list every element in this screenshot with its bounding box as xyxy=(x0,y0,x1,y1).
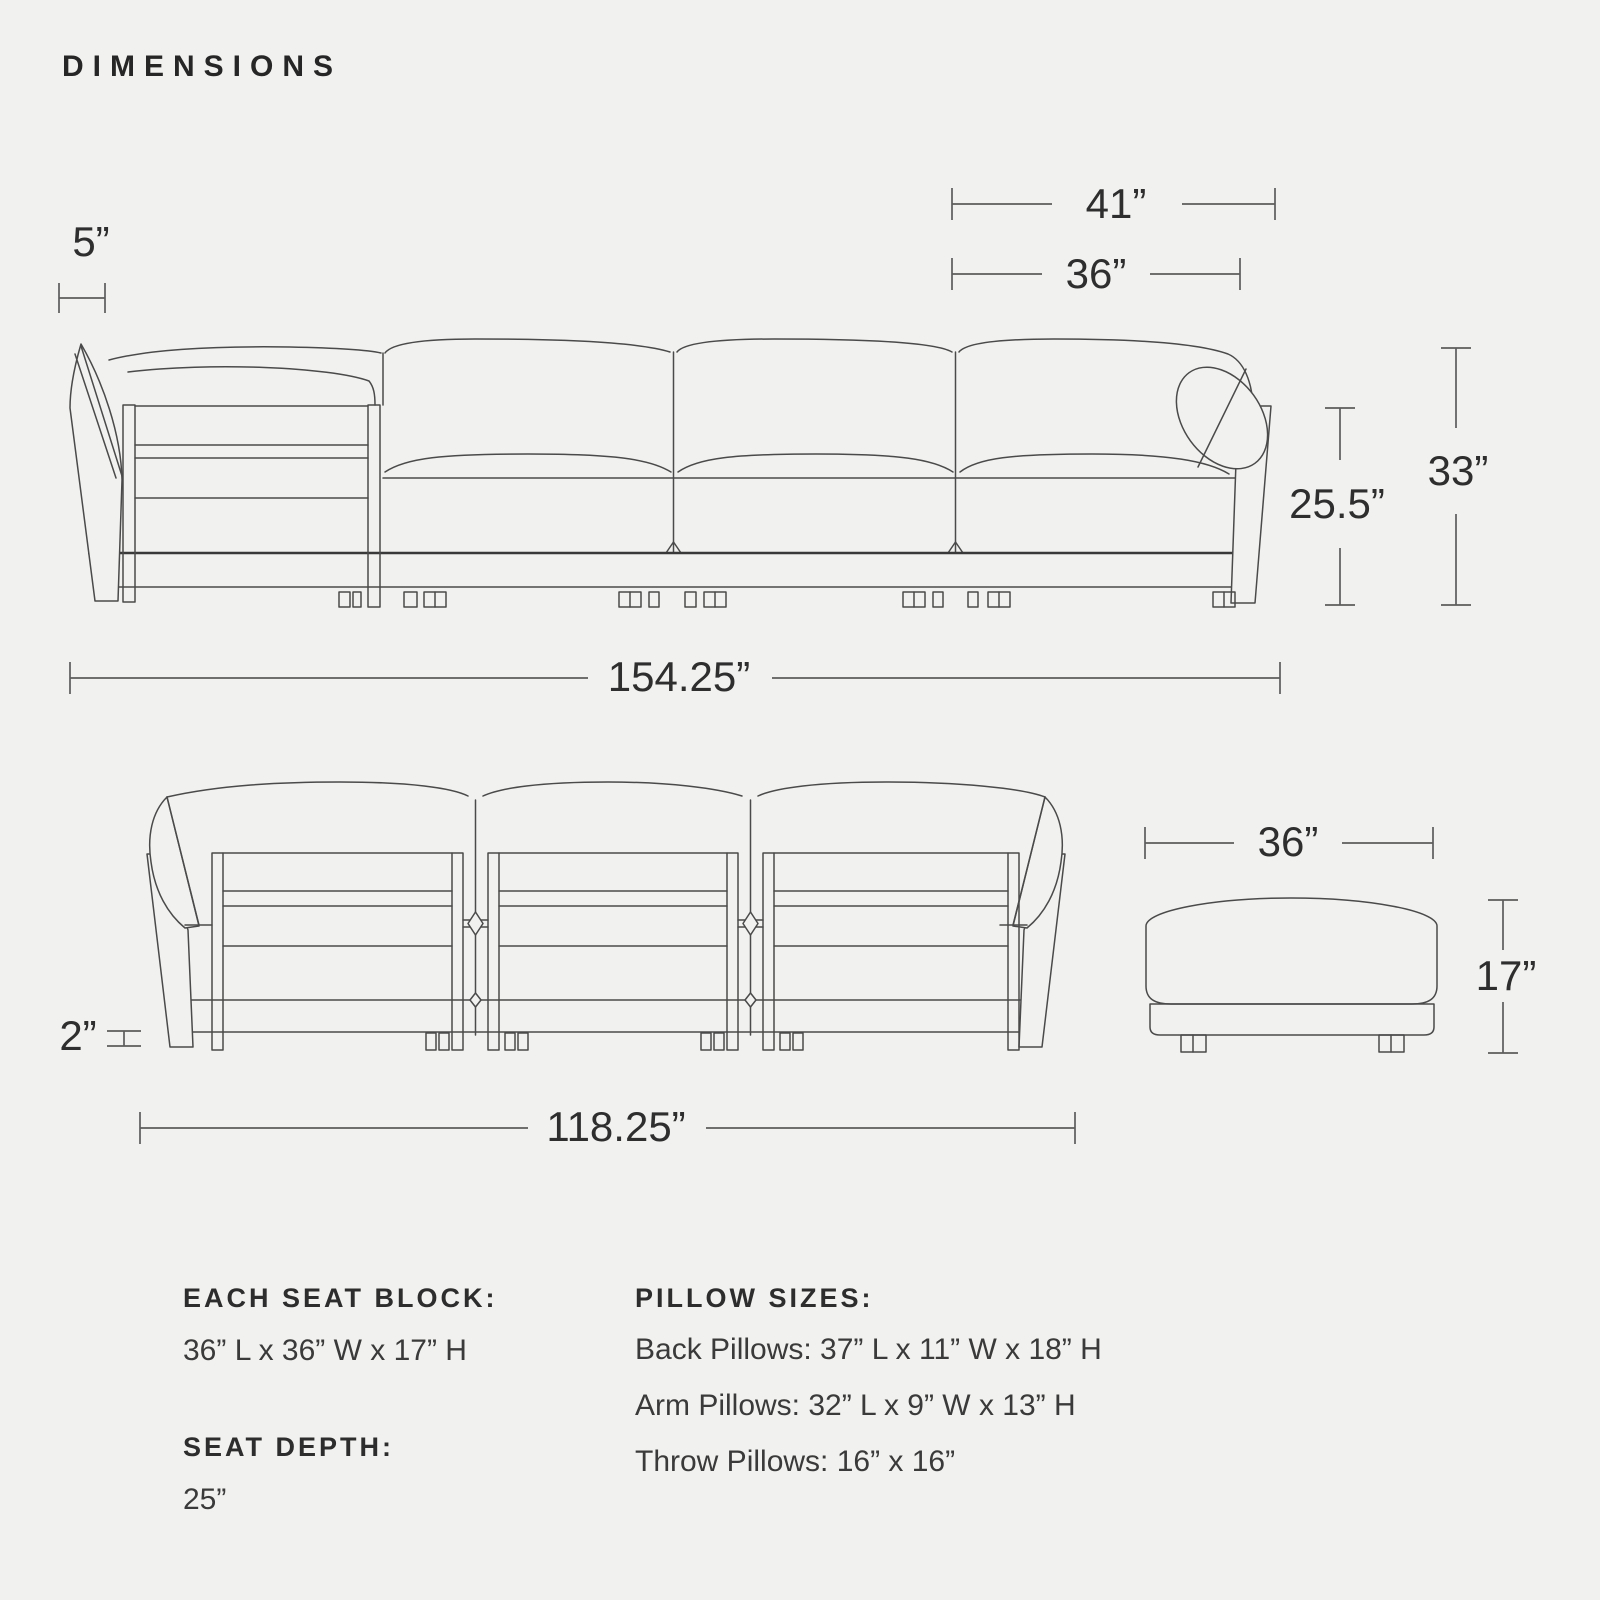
dim-back-overall-width: 118.25” xyxy=(546,1103,686,1150)
seat-block-value: 36” L x 36” W x 17” H xyxy=(183,1334,467,1367)
seat-depth-value: 25” xyxy=(183,1483,227,1516)
throw-pillows-value: Throw Pillows: 16” x 16” xyxy=(635,1445,956,1478)
back-pillows-value: Back Pillows: 37” L x 11” W x 18” H xyxy=(635,1333,1102,1366)
back-view-drawing xyxy=(147,782,1065,1050)
dim-front-seat-plus-arm: 41” xyxy=(1085,180,1147,227)
pillow-sizes-heading: PILLOW SIZES: xyxy=(635,1283,874,1313)
seat-block-heading: EACH SEAT BLOCK: xyxy=(183,1283,498,1313)
back-view-legs xyxy=(426,1033,803,1050)
front-view-legs xyxy=(404,592,1235,607)
seat-depth-heading: SEAT DEPTH: xyxy=(183,1432,395,1462)
back-frame-slats xyxy=(223,853,1008,946)
ottoman-legs xyxy=(1181,1035,1404,1052)
dim-ottoman-height: 17” xyxy=(1475,952,1537,999)
arm-pillows-value: Arm Pillows: 32” L x 9” W x 13” H xyxy=(635,1389,1076,1422)
dim-front-seat-height: 25.5” xyxy=(1289,480,1385,527)
dim-front-overall-width: 154.25” xyxy=(607,653,751,700)
front-view-drawing xyxy=(70,339,1286,607)
dim-front-seat-width: 36” xyxy=(1065,250,1127,297)
dim-front-arm-width: 5” xyxy=(72,218,110,265)
page-title: DIMENSIONS xyxy=(62,50,343,83)
dim-ottoman-width: 36” xyxy=(1257,818,1319,865)
ottoman-drawing xyxy=(1146,898,1437,1052)
dim-front-overall-height: 33” xyxy=(1427,447,1489,494)
dim-back-leg-height: 2” xyxy=(59,1012,97,1059)
